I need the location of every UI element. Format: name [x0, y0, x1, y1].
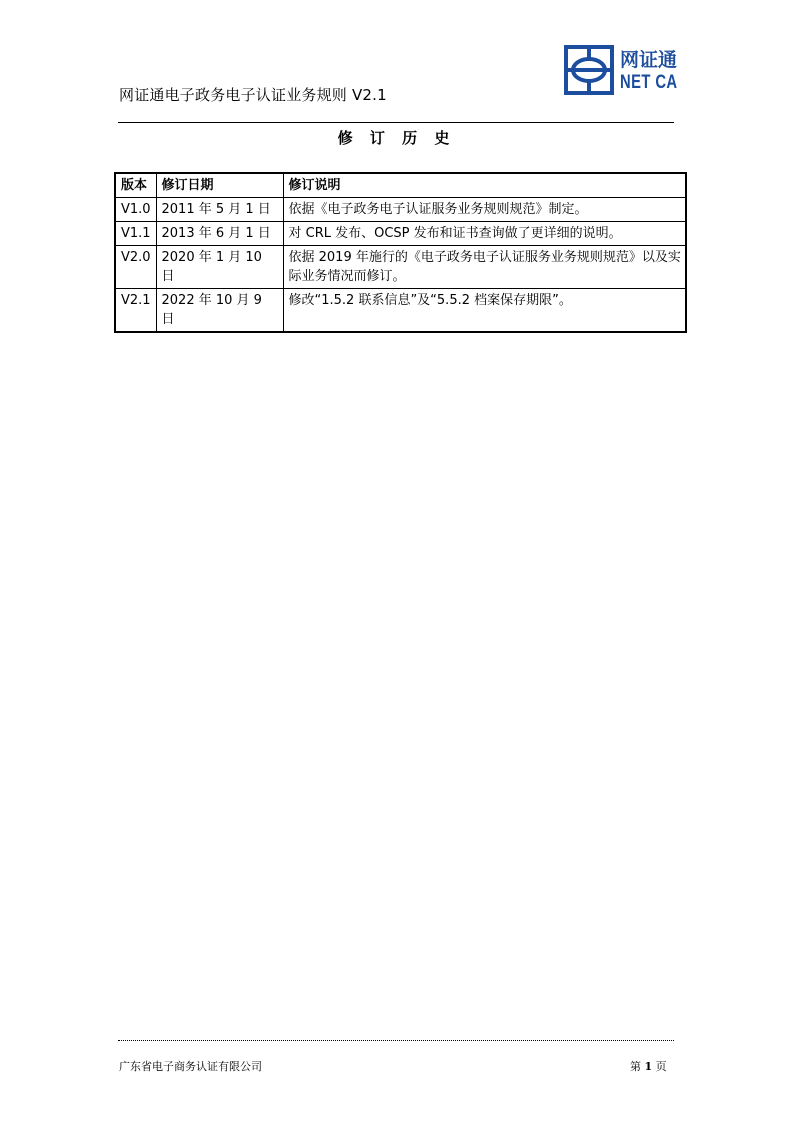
cell-version: V1.1 — [115, 222, 156, 246]
table-row — [115, 222, 686, 246]
table-row — [115, 289, 686, 333]
cell-note: 依据《电子政务电子认证服务业务规则规范》制定。 — [283, 198, 686, 222]
section-title: 修 订 历 史 — [337, 129, 456, 147]
cell-date: 2013 年 6 月 1 日 — [156, 222, 283, 246]
document-header-title: 网证通电子政务电子认证业务规则 V2.1 — [119, 86, 387, 104]
cell-note: 修改“1.5.2 联系信息”及“5.5.2 档案保存期限”。 — [283, 289, 686, 333]
revision-history-table — [114, 172, 687, 333]
page-suffix: 页 — [655, 1060, 667, 1073]
cell-note: 对 CRL 发布、OCSP 发布和证书查询做了更详细的说明。 — [283, 222, 686, 246]
cell-date: 2020 年 1 月 10 日 — [156, 246, 283, 289]
cell-note: 依据 2019 年施行的《电子政务电子认证服务业务规则规范》以及实际业务情况而修订。 — [283, 246, 686, 289]
header-divider — [118, 122, 674, 123]
netca-logo — [564, 45, 678, 97]
cell-version: V1.0 — [115, 198, 156, 222]
logo-name-cn: 网证通 — [620, 49, 678, 71]
footer-page-number — [630, 1058, 667, 1074]
table-row — [115, 198, 686, 222]
page-number: 1 — [644, 1060, 653, 1073]
cell-version: V2.0 — [115, 246, 156, 289]
logo-name-en: NET CA — [620, 72, 678, 93]
cell-date: 2011 年 5 月 1 日 — [156, 198, 283, 222]
column-header-note: 修订说明 — [283, 173, 686, 198]
column-header-version: 版本 — [115, 173, 156, 198]
footer-company: 广东省电子商务认证有限公司 — [119, 1060, 262, 1073]
table-header-row — [115, 173, 686, 198]
column-header-date: 修订日期 — [156, 173, 283, 198]
table-row — [115, 246, 686, 289]
netca-logo-icon — [564, 45, 614, 95]
page-prefix: 第 — [630, 1060, 641, 1073]
cell-date: 2022 年 10 月 9 日 — [156, 289, 283, 333]
cell-version: V2.1 — [115, 289, 156, 333]
footer-divider — [118, 1040, 674, 1041]
